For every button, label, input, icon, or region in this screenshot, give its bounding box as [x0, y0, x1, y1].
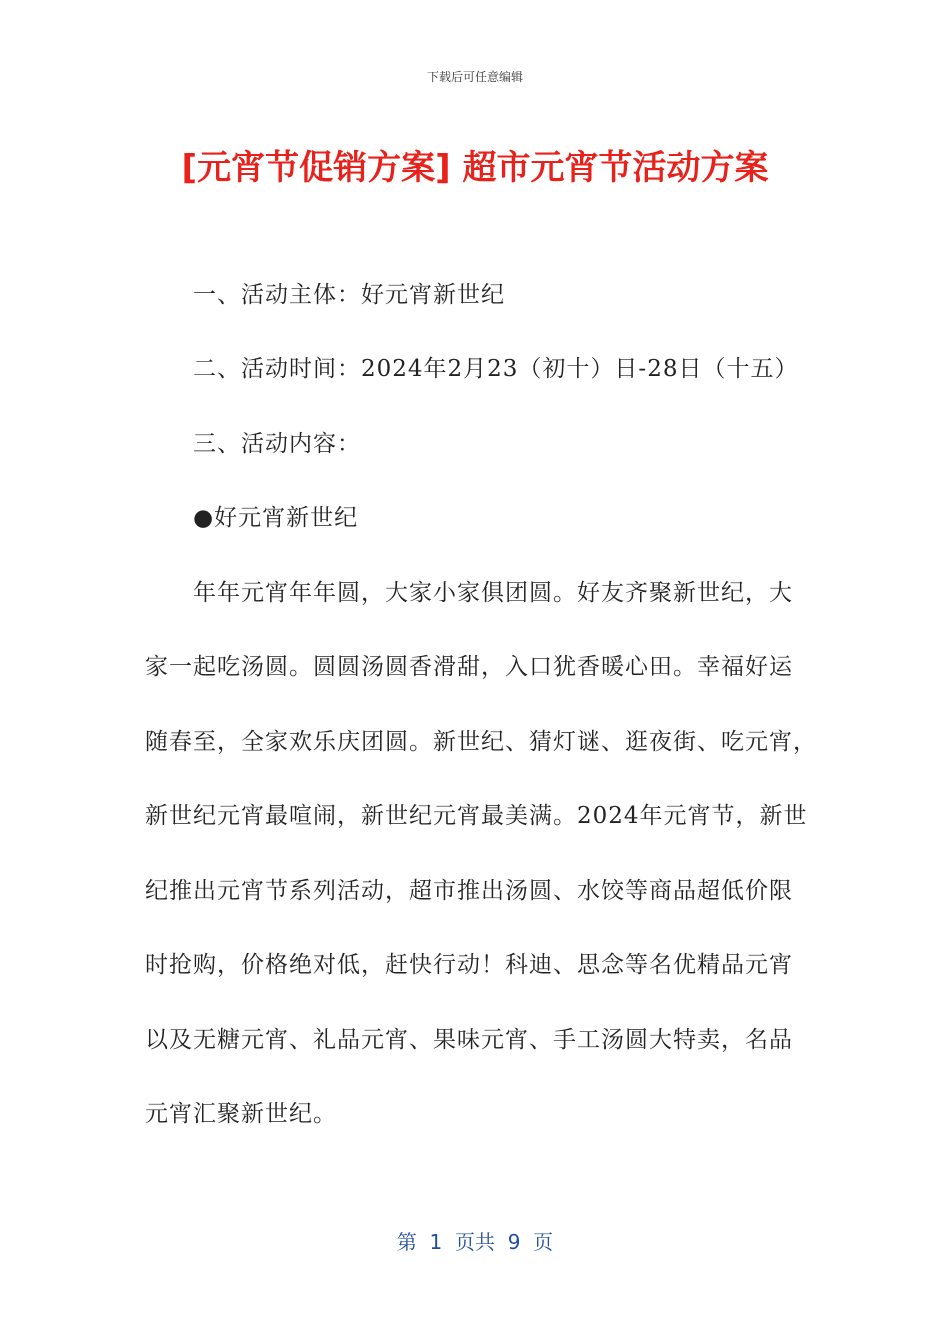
paragraph-line: 元宵汇聚新世纪。 — [145, 1101, 337, 1127]
paragraph-line: 纪推出元宵节系列活动，超市推出汤圆、水饺等商品超低价限 — [145, 878, 793, 904]
section-content: 三、活动内容： — [193, 431, 361, 457]
page-number-footer: 第 1 页共 9 页 — [396, 1230, 554, 1254]
paragraph-line: 家一起吃汤圆。圆圆汤圆香滑甜，入口犹香暖心田。幸福好运 — [145, 654, 793, 680]
section-subject: 一、活动主体：好元宵新世纪 — [193, 282, 505, 308]
paragraph-line: 随春至，全家欢乐庆团圆。新世纪、猜灯谜、逛夜街、吃元宵， — [145, 729, 817, 755]
bullet-heading: ●好元宵新世纪 — [193, 505, 359, 531]
paragraph-line: 以及无糖元宵、礼品元宵、果味元宵、手工汤圆大特卖，名品 — [145, 1027, 793, 1053]
paragraph-line: 时抢购，价格绝对低，赶快行动！科迪、思念等名优精品元宵 — [145, 952, 793, 978]
section-time: 二、活动时间：2024年2月23（初十）日-28日（十五） — [193, 356, 799, 382]
paragraph-line: 新世纪元宵最喧闹，新世纪元宵最美满。2024年元宵节，新世 — [145, 803, 808, 829]
paragraph-line: 年年元宵年年圆，大家小家俱团圆。好友齐聚新世纪，大 — [193, 580, 793, 606]
document-title: [元宵节促销方案] 超市元宵节活动方案 — [181, 148, 769, 188]
header-note: 下载后可任意编辑 — [426, 70, 523, 84]
